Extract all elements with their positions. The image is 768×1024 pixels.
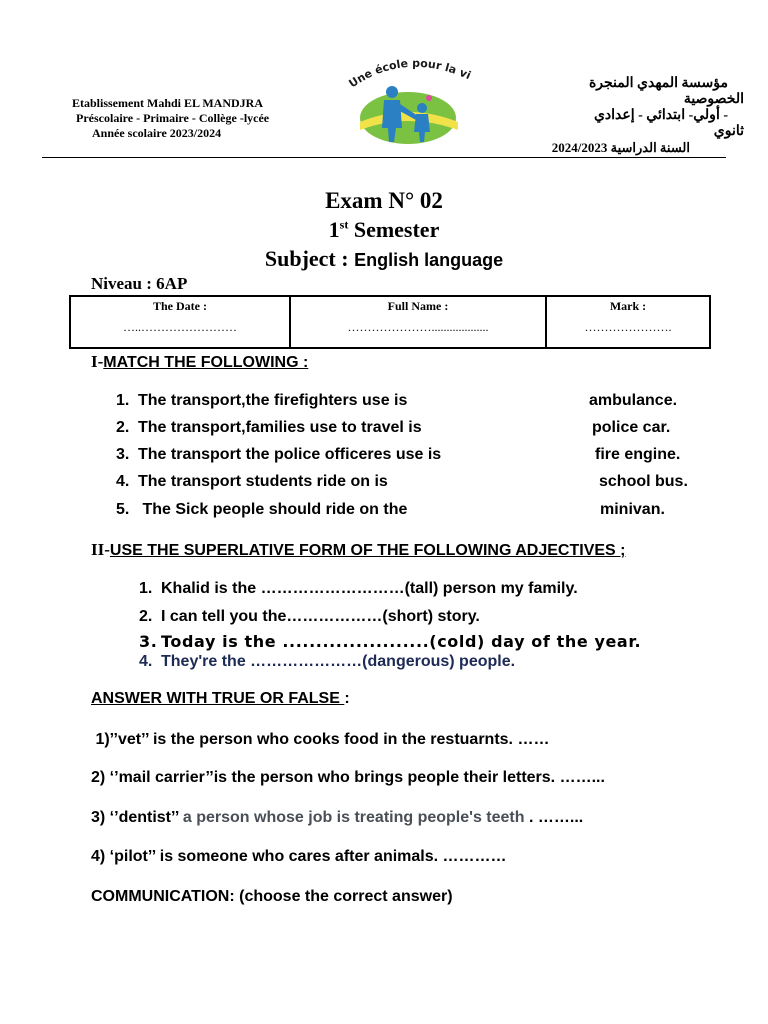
section-1-heading: I-MATCH THE FOLLOWING : bbox=[91, 352, 309, 371]
school-header-arabic bbox=[484, 76, 744, 156]
mark-cell[interactable] bbox=[547, 297, 709, 347]
logo-text: Une école pour la vi bbox=[346, 56, 473, 91]
match-item: 3. The transport the police officeres use is bbox=[116, 446, 442, 463]
true-false-item: 3) ‘’dentist’’ a person whose job is treating people's teeth . ……... bbox=[91, 809, 584, 826]
true-false-item: 4) ‘pilot’’ is someone who cares after animals. ………… bbox=[91, 848, 507, 865]
school-levels-ar-2: ثانوي bbox=[713, 124, 744, 139]
date-field[interactable]: …..…………………… bbox=[123, 320, 237, 334]
svg-text:Une école pour la vie bbox=[330, 50, 473, 90]
match-answer: ambulance. bbox=[589, 392, 678, 409]
true-false-item: 2) ‘’mail carrier’’is the person who brings people their letters. ……... bbox=[91, 769, 605, 786]
mark-field[interactable]: …………………. bbox=[584, 320, 672, 334]
student-info-table bbox=[69, 295, 711, 349]
school-levels-ar: - أولي- ابتدائي - إعدادي bbox=[593, 108, 728, 123]
date-cell[interactable] bbox=[71, 297, 291, 347]
school-year: Année scolaire 2023/2024 bbox=[92, 126, 222, 140]
date-label: The Date : bbox=[153, 299, 207, 313]
match-answer: school bus. bbox=[599, 473, 688, 490]
school-logo bbox=[330, 50, 480, 150]
match-item: 5. The Sick people should ride on the bbox=[116, 501, 408, 518]
match-answer: police car. bbox=[592, 419, 671, 436]
school-name: Etablissement Mahdi EL MANDJRA bbox=[72, 96, 264, 110]
section-3-heading: ANSWER WITH TRUE OR FALSE : bbox=[91, 690, 350, 707]
school-year-ar: السنة الدراسية 2024/2023 bbox=[551, 140, 690, 155]
superlative-item: 1. Khalid is the ………………………(tall) person my family. bbox=[139, 580, 578, 597]
school-levels: Préscolaire - Primaire - Collège -lycée bbox=[76, 111, 270, 125]
name-field[interactable]: …………………................... bbox=[347, 320, 489, 334]
mark-label: Mark : bbox=[609, 299, 647, 313]
school-type-ar: الخصوصية bbox=[683, 92, 744, 107]
match-answer: minivan. bbox=[600, 501, 665, 518]
superlative-item: 2. I can tell you the………………(short) story. bbox=[139, 608, 480, 625]
communication-heading: COMMUNICATION: (choose the correct answer) bbox=[91, 888, 453, 905]
name-label: Full Name : bbox=[387, 299, 449, 313]
match-item: 4. The transport students ride on is bbox=[116, 473, 388, 490]
header-divider bbox=[42, 157, 726, 158]
subject-title: Subject : English language bbox=[264, 246, 504, 271]
true-false-item: 1)’’vet’’ is the person who cooks food in the restuarnts. …… bbox=[91, 731, 550, 748]
match-answer: fire engine. bbox=[595, 446, 681, 463]
exam-title: Exam N° 02 bbox=[325, 188, 443, 213]
superlative-item: 4. They're the …………………(dangerous) people. bbox=[139, 653, 516, 670]
semester-title: 1st Semester bbox=[328, 217, 440, 242]
match-item: 1. The transport,the firefighters use is bbox=[116, 392, 408, 409]
section-2-heading: II-USE THE SUPERLATIVE FORM OF THE FOLLOWING ADJECTIVES ; bbox=[91, 540, 626, 559]
school-header-french bbox=[72, 96, 269, 141]
name-cell[interactable] bbox=[291, 297, 547, 347]
niveau-label: Niveau : 6AP bbox=[91, 274, 188, 293]
school-name-ar: مؤسسة المهدي المنجرة bbox=[588, 76, 728, 91]
match-item: 2. The transport,families use to travel is bbox=[116, 419, 422, 436]
superlative-item: 3. Today is the ......................(cold) day of the year. bbox=[139, 632, 642, 651]
